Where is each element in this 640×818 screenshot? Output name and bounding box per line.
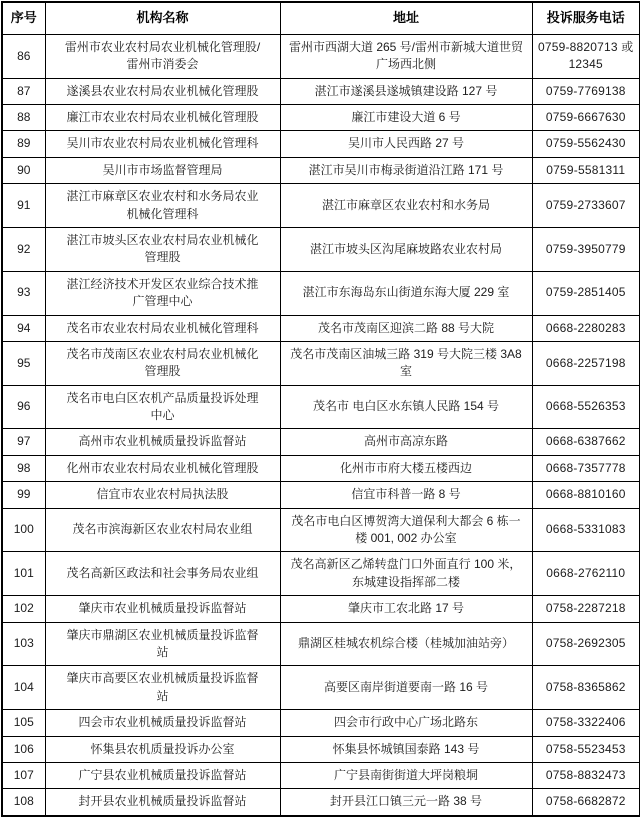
table-row: [2, 184, 640, 228]
cell-organization-name: 吴川市市场监督管理局: [45, 157, 280, 183]
cell-complaint-phone: 0668-2257198: [532, 341, 640, 385]
table-header-row: [2, 2, 640, 34]
cell-organization-name: 肇庆市高要区农业机械质量投诉监督站: [45, 666, 280, 710]
table-row: [2, 508, 640, 552]
cell-serial-number: 88: [2, 105, 45, 131]
table-row: [2, 710, 640, 736]
cell-organization-name: 湛江经济技术开发区农业综合技术推广管理中心: [45, 271, 280, 315]
cell-address: 廉江市建设大道 6 号: [280, 105, 532, 131]
cell-complaint-phone: 0758-6682872: [532, 789, 640, 816]
cell-address: 茂名市茂南区迎滨二路 88 号大院: [280, 315, 532, 341]
cell-complaint-phone: 0668-8810160: [532, 482, 640, 508]
cell-address: 肇庆市工农北路 17 号: [280, 596, 532, 622]
table-row: [2, 157, 640, 183]
cell-serial-number: 107: [2, 762, 45, 788]
cell-serial-number: 98: [2, 455, 45, 481]
cell-complaint-phone: 0758-5523453: [532, 736, 640, 762]
cell-serial-number: 106: [2, 736, 45, 762]
cell-address: 湛江市东海岛东山街道东海大厦 229 室: [280, 271, 532, 315]
cell-serial-number: 100: [2, 508, 45, 552]
cell-address: 吴川市人民西路 27 号: [280, 131, 532, 157]
cell-serial-number: 94: [2, 315, 45, 341]
cell-address: 湛江市吴川市梅录街道沿江路 171 号: [280, 157, 532, 183]
table-row: [2, 34, 640, 78]
cell-organization-name: 怀集县农机质量投诉办公室: [45, 736, 280, 762]
cell-address: 信宜市科普一路 8 号: [280, 482, 532, 508]
cell-organization-name: 遂溪县农业农村局农业机械化管理股: [45, 78, 280, 104]
table-row: [2, 227, 640, 271]
cell-serial-number: 93: [2, 271, 45, 315]
cell-complaint-phone: 0759-7769138: [532, 78, 640, 104]
cell-serial-number: 108: [2, 789, 45, 816]
table-row: [2, 622, 640, 666]
complaint-stations-table: [1, 1, 640, 817]
cell-complaint-phone: 0668-2280283: [532, 315, 640, 341]
table-row: [2, 429, 640, 455]
cell-address: 化州市市府大楼五楼西边: [280, 455, 532, 481]
cell-organization-name: 茂名市滨海新区农业农村局农业组: [45, 508, 280, 552]
cell-complaint-phone: 0668-7357778: [532, 455, 640, 481]
cell-complaint-phone: 0668-5526353: [532, 385, 640, 429]
cell-address: 湛江市坡头区沟尾麻坡路农业农村局: [280, 227, 532, 271]
column-header-address: 地址: [280, 2, 532, 34]
cell-organization-name: 湛江市麻章区农业农村和水务局农业机械化管理科: [45, 184, 280, 228]
cell-organization-name: 雷州市农业农村局农业机械化管理股/雷州市消委会: [45, 34, 280, 78]
column-header-name: 机构名称: [45, 2, 280, 34]
cell-organization-name: 封开县农业机械质量投诉监督站: [45, 789, 280, 816]
cell-complaint-phone: 0668-2762110: [532, 552, 640, 596]
cell-complaint-phone: 0759-2851405: [532, 271, 640, 315]
cell-serial-number: 87: [2, 78, 45, 104]
cell-address: 茂名市 电白区水东镇人民路 154 号: [280, 385, 532, 429]
cell-organization-name: 湛江市坡头区农业农村局农业机械化管理股: [45, 227, 280, 271]
cell-complaint-phone: 0758-2287218: [532, 596, 640, 622]
cell-address: 高要区南岸街道要南一路 16 号: [280, 666, 532, 710]
cell-organization-name: 肇庆市农业机械质量投诉监督站: [45, 596, 280, 622]
cell-serial-number: 91: [2, 184, 45, 228]
cell-address: 封开县江口镇三元一路 38 号: [280, 789, 532, 816]
cell-complaint-phone: 0758-8365862: [532, 666, 640, 710]
cell-serial-number: 92: [2, 227, 45, 271]
cell-organization-name: 茂名高新区政法和社会事务局农业组: [45, 552, 280, 596]
table-row: [2, 666, 640, 710]
cell-address: 茂名市茂南区油城三路 319 号大院三楼 3A8 室: [280, 341, 532, 385]
cell-organization-name: 茂名市茂南区农业农村局农业机械化管理股: [45, 341, 280, 385]
cell-serial-number: 101: [2, 552, 45, 596]
table-body: [2, 34, 640, 815]
cell-organization-name: 化州市农业农村局农业机械化管理股: [45, 455, 280, 481]
table-row: [2, 315, 640, 341]
table-row: [2, 552, 640, 596]
cell-complaint-phone: 0758-3322406: [532, 710, 640, 736]
cell-serial-number: 97: [2, 429, 45, 455]
column-header-phone: 投诉服务电话: [532, 2, 640, 34]
cell-complaint-phone: 0759-3950779: [532, 227, 640, 271]
cell-address: 四会市行政中心广场北路东: [280, 710, 532, 736]
cell-address: 广宁县南街街道大坪岗粮垌: [280, 762, 532, 788]
table-row: [2, 341, 640, 385]
cell-serial-number: 103: [2, 622, 45, 666]
table-row: [2, 482, 640, 508]
table-row: [2, 596, 640, 622]
cell-complaint-phone: 0668-6387662: [532, 429, 640, 455]
cell-serial-number: 89: [2, 131, 45, 157]
cell-address: 高州市高凉东路: [280, 429, 532, 455]
table-row: [2, 762, 640, 788]
cell-serial-number: 104: [2, 666, 45, 710]
cell-address: 湛江市麻章区农业农村和水务局: [280, 184, 532, 228]
table-row: [2, 455, 640, 481]
cell-organization-name: 肇庆市鼎湖区农业机械质量投诉监督站: [45, 622, 280, 666]
cell-organization-name: 广宁县农业机械质量投诉监督站: [45, 762, 280, 788]
cell-organization-name: 廉江市农业农村局农业机械化管理股: [45, 105, 280, 131]
cell-address: 雷州市西湖大道 265 号/雷州市新城大道世贸广场西北侧: [280, 34, 532, 78]
cell-address: 怀集县怀城镇国泰路 143 号: [280, 736, 532, 762]
cell-address: 湛江市遂溪县遂城镇建设路 127 号: [280, 78, 532, 104]
cell-address: 鼎湖区桂城农机综合楼（桂城加油站旁）: [280, 622, 532, 666]
table-row: [2, 789, 640, 816]
cell-complaint-phone: 0758-2692305: [532, 622, 640, 666]
cell-organization-name: 吴川市农业农村局农业机械化管理科: [45, 131, 280, 157]
cell-serial-number: 96: [2, 385, 45, 429]
cell-organization-name: 四会市农业机械质量投诉监督站: [45, 710, 280, 736]
cell-serial-number: 99: [2, 482, 45, 508]
table-row: [2, 271, 640, 315]
cell-organization-name: 茂名市电白区农机产品质量投诉处理中心: [45, 385, 280, 429]
cell-serial-number: 95: [2, 341, 45, 385]
table-row: [2, 78, 640, 104]
cell-complaint-phone: 0759-2733607: [532, 184, 640, 228]
column-header-no: 序号: [2, 2, 45, 34]
cell-serial-number: 86: [2, 34, 45, 78]
table-row: [2, 385, 640, 429]
cell-complaint-phone: 0668-5331083: [532, 508, 640, 552]
cell-complaint-phone: 0759-8820713 或 12345: [532, 34, 640, 78]
cell-complaint-phone: 0759-5562430: [532, 131, 640, 157]
cell-serial-number: 90: [2, 157, 45, 183]
cell-complaint-phone: 0759-6667630: [532, 105, 640, 131]
cell-complaint-phone: 0758-8832473: [532, 762, 640, 788]
table-row: [2, 131, 640, 157]
cell-organization-name: 高州市农业机械质量投诉监督站: [45, 429, 280, 455]
cell-complaint-phone: 0759-5581311: [532, 157, 640, 183]
table-row: [2, 105, 640, 131]
cell-address: 茂名高新区乙烯转盘门口外面直行 100 米，东城建设指挥部二楼: [280, 552, 532, 596]
cell-serial-number: 105: [2, 710, 45, 736]
cell-organization-name: 茂名市农业农村局农业机械化管理科: [45, 315, 280, 341]
cell-organization-name: 信宜市农业农村局执法股: [45, 482, 280, 508]
cell-address: 茂名市电白区博贺湾大道保利大都会 6 栋一楼 001, 002 办公室: [280, 508, 532, 552]
cell-serial-number: 102: [2, 596, 45, 622]
table-row: [2, 736, 640, 762]
